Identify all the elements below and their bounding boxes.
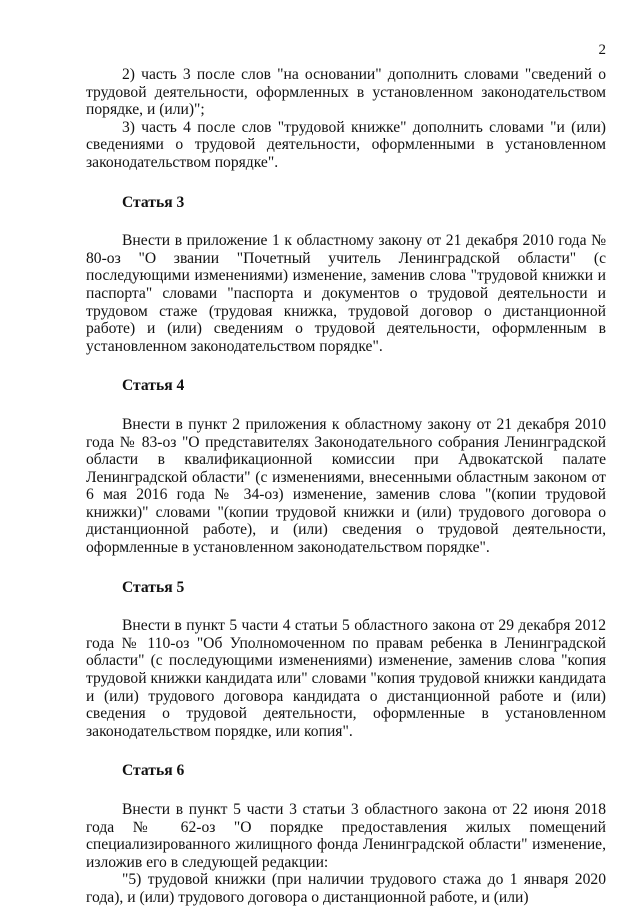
article-4-paragraph: Внести в пункт 2 приложения к областному закону от 21 декабря 2010 года № 83-оз "О представителях Законодательного собрания Ленинградской области в квалификационной комиссии при Адвокатской палате Ленинградской области" (с изменениями, внесенными областным законом от 6 мая 2016 года № 34-оз) изменение, заменив слова "(копии трудовой книжки)" словами "(копии трудовой книжки и (или) трудового договора о дистанционной работе), и (или) сведения о трудовой деятельности, оформленные в установленном законодательством порядке". (86, 415, 606, 557)
document-body (86, 66, 606, 907)
article-5-heading: Статья 5 (122, 578, 185, 596)
article-5-paragraph: Внести в пункт 5 части 4 статьи 5 областного закона от 29 декабря 2012 года № 110-оз "Об Уполномоченном по правам ребенка в Ленинградской области" (с последующими изменениями) изменение, заменив слова "копия трудовой книжки кандидата или" словами "копия трудовой книжки кандидата и (или) трудового договора кандидата о дистанционной работе и (или) сведения о трудовой деятельности, оформленные в установленном законодательством порядке, или копия". (86, 617, 606, 740)
paragraph-item-2: 2) часть 3 после слов "на основании" дополнить словами "сведений о трудовой деятельности, оформленных в установленном законодательством порядке, и (или)"; (86, 66, 606, 119)
article-3-paragraph: Внести в приложение 1 к областному закону от 21 декабря 2010 года № 80-оз "О звании "Почетный учитель Ленинградской области" (с последующими изменениями) изменение, заменив слова "трудовой книжки и паспорта" словами "паспорта и документов о трудовой деятельности и трудовом стаже (трудовая книжка, трудовой договор о дистанционной работе) и (или) сведениям о трудовой деятельности, оформленным в установленном законодательством порядке". (86, 232, 606, 355)
paragraph-item-3: 3) часть 4 после слов "трудовой книжке" дополнить словами "и (или) сведениями о трудовой деятельности, оформленными в установленном законодательством порядке". (86, 118, 606, 171)
article-6-item-5: "5) трудовой книжки (при наличии трудового стажа до 1 января 2020 года), и (или) трудового договора о дистанционной работе, и (или) (86, 871, 606, 906)
page-number: 2 (598, 42, 606, 58)
article-6-heading: Статья 6 (122, 762, 185, 780)
article-4-heading: Статья 4 (122, 377, 185, 395)
article-3-heading: Статья 3 (122, 193, 185, 211)
article-6-paragraph: Внести в пункт 5 части 3 статьи 3 областного закона от 22 июня 2018 года № 62-оз "О порядке предоставления жилых помещений специализированного жилищного фонда Ленинградской области" изменение, изложив его в следующей редакции: (86, 801, 606, 871)
